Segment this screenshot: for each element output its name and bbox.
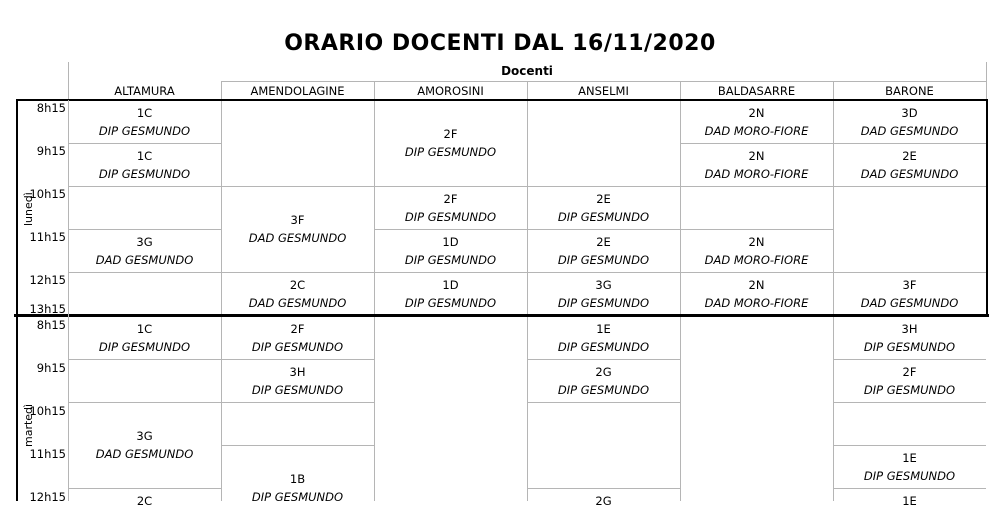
row-divider — [833, 402, 986, 403]
class-code: 3G — [136, 429, 153, 443]
row-divider — [527, 186, 680, 187]
lesson-mode-teacher: DIP GESMUNDO — [557, 296, 650, 310]
lesson-cell[interactable] — [374, 276, 527, 312]
lesson-mode-teacher: DIP GESMUNDO — [863, 339, 956, 354]
day-frame-top — [16, 99, 987, 101]
row-divider — [68, 359, 221, 360]
class-code: 2F — [290, 321, 305, 336]
header-divider — [680, 81, 681, 100]
row-divider — [221, 359, 374, 360]
lesson-cell[interactable] — [527, 233, 680, 269]
time-label: 10h15 — [29, 187, 66, 201]
lesson-mode-teacher: DAD GESMUNDO — [95, 252, 194, 267]
class-code: 2N — [748, 234, 765, 249]
lesson-mode-teacher: DIP GESMUNDO — [98, 123, 191, 138]
row-divider — [680, 272, 833, 273]
lesson-mode-teacher: DAD MORO-FIORE — [704, 166, 809, 181]
class-code: 1E — [902, 450, 917, 465]
class-code: 2F — [443, 191, 458, 206]
lesson-cell[interactable] — [527, 320, 680, 356]
row-divider — [68, 143, 221, 144]
time-label: 12h15 — [29, 490, 66, 504]
header-divider — [986, 62, 987, 100]
row-divider — [527, 402, 680, 403]
lesson-cell[interactable] — [221, 320, 374, 356]
time-label: 8h15 — [36, 318, 66, 332]
column-header-barone: BARONE — [885, 84, 934, 98]
lesson-cell[interactable] — [680, 104, 833, 140]
row-divider — [374, 272, 527, 273]
time-label: 13h15 — [29, 302, 66, 316]
row-divider — [527, 359, 680, 360]
lesson-mode-teacher: DIP GESMUNDO — [98, 166, 191, 181]
header-divider — [833, 81, 834, 100]
column-header-baldasarre: BALDASARRE — [717, 84, 796, 98]
lesson-cell[interactable] — [221, 211, 374, 247]
row-divider — [68, 402, 221, 403]
time-label: 9h15 — [36, 361, 66, 375]
lesson-mode-teacher: DAD GESMUNDO — [248, 296, 347, 310]
class-code: 2F — [902, 364, 917, 379]
lesson-mode-teacher: DIP GESMUNDO — [557, 252, 650, 267]
lesson-cell[interactable] — [68, 104, 221, 140]
class-code: 2N — [748, 278, 765, 292]
lesson-mode-teacher: DAD GESMUNDO — [95, 447, 194, 461]
lesson-mode-teacher: DAD GESMUNDO — [248, 231, 347, 245]
lesson-cell[interactable] — [833, 147, 986, 183]
group-label: Docenti — [501, 64, 553, 78]
row-divider — [374, 229, 527, 230]
header-divider — [374, 81, 375, 100]
lesson-mode-teacher: DIP GESMUNDO — [251, 490, 344, 504]
time-label: 12h15 — [29, 273, 66, 287]
row-divider — [833, 272, 986, 273]
class-code: 1C — [136, 148, 153, 163]
row-divider — [68, 488, 221, 489]
row-divider — [374, 186, 527, 187]
lesson-cell[interactable] — [374, 125, 527, 161]
class-code: 1E — [902, 493, 917, 508]
class-code: 2E — [596, 191, 611, 206]
lesson-cell[interactable] — [680, 147, 833, 183]
day-label-tuesday: martedì — [22, 403, 35, 447]
lesson-cell[interactable] — [527, 276, 680, 312]
class-code: 3D — [901, 105, 918, 120]
lesson-mode-teacher: DAD MORO-FIORE — [704, 252, 809, 267]
class-code: 2F — [443, 127, 458, 141]
lesson-mode-teacher: DAD GESMUNDO — [860, 296, 959, 310]
class-code: 2C — [289, 278, 306, 292]
lesson-cell[interactable] — [68, 233, 221, 269]
row-divider — [680, 229, 833, 230]
lesson-cell[interactable] — [680, 233, 833, 269]
column-header-anselmi: ANSELMI — [578, 84, 629, 98]
lesson-cell[interactable] — [833, 320, 986, 356]
row-divider — [527, 272, 680, 273]
class-code: 1E — [596, 321, 611, 336]
row-divider — [68, 186, 221, 187]
class-code: 1D — [442, 278, 459, 292]
column-header-altamura: ALTAMURA — [114, 84, 175, 98]
lesson-cell[interactable] — [680, 276, 833, 312]
lesson-cell[interactable] — [833, 104, 986, 140]
lesson-mode-teacher: DIP GESMUNDO — [251, 339, 344, 354]
lesson-cell[interactable] — [833, 449, 986, 485]
class-code: 3H — [901, 321, 918, 336]
class-code: 2N — [748, 148, 765, 163]
lesson-mode-teacher: DIP GESMUNDO — [557, 339, 650, 354]
row-divider — [833, 488, 986, 489]
page-title: ORARIO DOCENTI DAL 16/11/2020 — [284, 31, 716, 56]
header-divider — [221, 81, 222, 100]
lesson-mode-teacher: DIP GESMUNDO — [557, 382, 650, 397]
header-divider — [68, 62, 69, 100]
row-divider — [680, 186, 833, 187]
time-label: 10h15 — [29, 404, 66, 418]
class-code: 3G — [595, 278, 612, 292]
class-code: 2E — [902, 148, 917, 163]
class-code: 1B — [289, 472, 306, 486]
day-frame-left — [16, 99, 18, 501]
lesson-cell[interactable] — [527, 363, 680, 399]
lesson-mode-teacher: DAD MORO-FIORE — [704, 296, 809, 310]
column-header-amorosini: AMOROSINI — [417, 84, 484, 98]
row-divider — [527, 488, 680, 489]
lesson-cell[interactable] — [374, 190, 527, 226]
class-code: 3G — [136, 234, 153, 249]
row-divider — [68, 229, 221, 230]
day-separator — [14, 314, 989, 317]
row-divider — [527, 229, 680, 230]
time-label: 11h15 — [29, 230, 66, 244]
header-divider — [527, 81, 528, 100]
header-underline — [221, 81, 986, 82]
lesson-cell[interactable] — [221, 363, 374, 399]
time-label: 9h15 — [36, 144, 66, 158]
row-divider — [680, 143, 833, 144]
time-label: 11h15 — [29, 447, 66, 461]
lesson-mode-teacher: DIP GESMUNDO — [404, 252, 497, 267]
row-divider — [833, 445, 986, 446]
column-header-amendolagine: AMENDOLAGINE — [250, 84, 345, 98]
lesson-cell[interactable] — [68, 320, 221, 356]
lesson-mode-teacher: DIP GESMUNDO — [863, 382, 956, 397]
lesson-cell[interactable] — [68, 427, 221, 463]
row-divider — [221, 445, 374, 446]
class-code: 2G — [595, 493, 612, 508]
lesson-mode-teacher: DAD GESMUNDO — [860, 166, 959, 181]
day-label-monday: lunedì — [22, 192, 35, 226]
lesson-cell[interactable] — [374, 233, 527, 269]
row-divider — [221, 272, 374, 273]
class-code: 2E — [596, 234, 611, 249]
row-divider — [833, 143, 986, 144]
row-divider — [221, 402, 374, 403]
lesson-mode-teacher: DAD MORO-FIORE — [704, 123, 809, 138]
lesson-cell[interactable] — [68, 147, 221, 183]
lesson-mode-teacher: DIP GESMUNDO — [251, 382, 344, 397]
class-code: 2G — [595, 364, 612, 379]
time-label: 8h15 — [36, 101, 66, 115]
lesson-mode-teacher: DIP GESMUNDO — [98, 339, 191, 354]
class-code: 1C — [136, 105, 153, 120]
row-divider — [68, 272, 221, 273]
lesson-cell[interactable] — [527, 190, 680, 226]
lesson-cell[interactable] — [833, 276, 986, 312]
lesson-mode-teacher: DIP GESMUNDO — [863, 468, 956, 483]
lesson-mode-teacher: DIP GESMUNDO — [557, 209, 650, 224]
lesson-cell[interactable] — [833, 363, 986, 399]
row-divider — [221, 186, 374, 187]
class-code: 3F — [290, 213, 305, 227]
class-code: 1D — [442, 234, 459, 249]
lesson-mode-teacher: DIP GESMUNDO — [404, 296, 497, 310]
class-code: 3H — [289, 364, 306, 379]
day-frame-right — [986, 99, 988, 316]
class-code: 3F — [902, 278, 917, 292]
row-divider — [833, 186, 986, 187]
lesson-mode-teacher: DIP GESMUNDO — [404, 209, 497, 224]
lesson-mode-teacher: DIP GESMUNDO — [404, 145, 497, 159]
lesson-cell[interactable] — [221, 276, 374, 312]
class-code: 1C — [136, 321, 153, 336]
lesson-mode-teacher: DAD GESMUNDO — [860, 123, 959, 138]
class-code: 2N — [748, 105, 765, 120]
class-code: 2C — [136, 493, 153, 508]
row-divider — [833, 359, 986, 360]
